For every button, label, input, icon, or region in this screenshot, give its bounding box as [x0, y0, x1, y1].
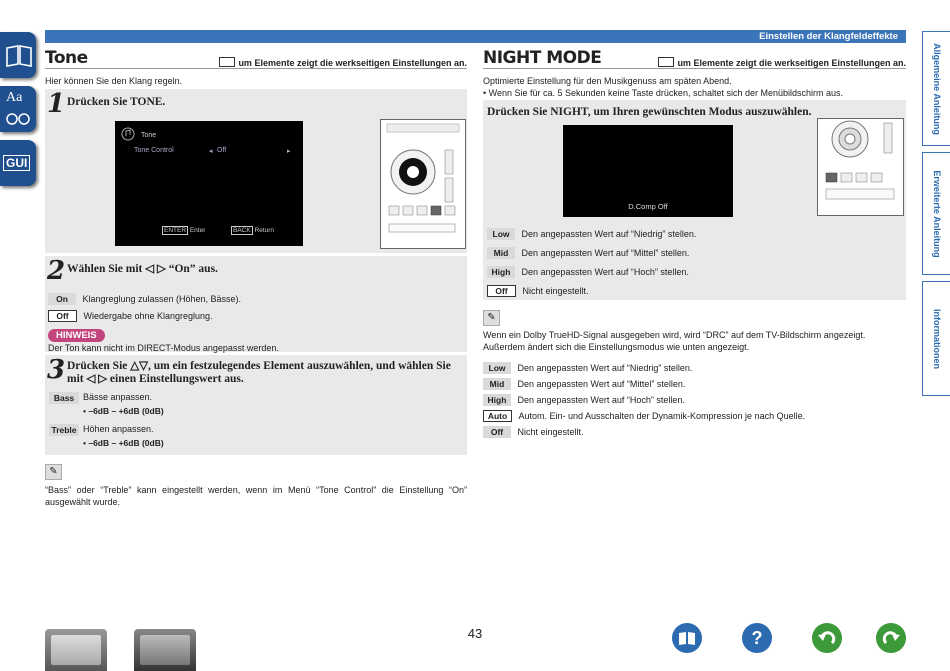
step-number: 2 [47, 256, 66, 286]
step-text: Drücken Sie △▽, um ein festzulegendes Element auszuwählen, und wählen Sie mit ◁ ▷ einen Einstellungswert aus. [67, 360, 451, 385]
night-note [483, 307, 906, 438]
tone-settings [49, 391, 459, 455]
default-marker-icon [658, 57, 674, 67]
drc-options [483, 358, 906, 438]
section-header-title: Einstellen der Klangfeldeffekte [759, 31, 898, 42]
default-marker-icon [219, 57, 235, 67]
night-note-text: Wenn ein Dolby TrueHD-Signal ausgegeben wird, wird “DRC” auf dem TV-Bildschirm angezeigt. Außerdem ändert sich die Einstellungsmodus wie unten angezeigt. [483, 330, 866, 352]
option-row [483, 358, 906, 374]
option-row [483, 374, 906, 390]
option-text: Den angepassten Wert auf “Mittel” stellen. [517, 379, 686, 389]
night-screen [563, 125, 733, 217]
option-row [487, 243, 902, 262]
screen-title: Tone [141, 132, 157, 139]
tone-step3 [45, 355, 467, 455]
night-section [483, 48, 906, 99]
tone-intro: Hier können Sie den Klang regeln. [45, 76, 183, 86]
back-key: BACK [233, 227, 251, 234]
step-text: Drücken Sie TONE. [67, 96, 166, 108]
remote-illustration [380, 119, 466, 249]
tab-allgemeine-anleitung[interactable] [922, 31, 950, 146]
device-rear-image[interactable] [134, 629, 196, 671]
option-row [483, 406, 906, 422]
screen-row-value: Off [217, 147, 227, 154]
option-text: Den angepassten Wert auf “Hoch” stellen. [517, 395, 685, 405]
setting-text: Höhen anpassen. [83, 424, 154, 434]
option-text: Den angepassten Wert auf “Niedrig” stellen. [521, 229, 697, 239]
option-text: Autom. Ein- und Ausschalten der Dynamik-Kompression je nach Quelle. [518, 411, 806, 421]
night-options [487, 224, 902, 300]
option-text: Wiedergabe ohne Klangreglung. [83, 311, 213, 321]
option-label: High [487, 266, 515, 278]
hinweis-row [48, 325, 468, 341]
tone-options [48, 289, 468, 354]
pencil-note-icon: ✎ [45, 464, 62, 480]
setting-text: Bässe anpassen. [83, 392, 153, 402]
option-label: Off [483, 426, 511, 438]
option-text: Den angepassten Wert auf “Niedrig” stellen. [517, 363, 693, 373]
option-row [48, 306, 468, 323]
option-row [48, 289, 468, 306]
option-text: Nicht eingestellt. [517, 427, 584, 437]
setting-row [49, 423, 459, 455]
option-label: On [48, 293, 76, 305]
index-icon-label: Aa [6, 90, 23, 105]
option-label: High [483, 394, 511, 406]
night-intro-bullet: • Wenn Sie für ca. 5 Sekunden keine Taste drücken, schaltet sich der Menübildschirm aus. [483, 88, 844, 98]
option-label: Off [487, 285, 516, 297]
setting-range: • –6dB – +6dB (0dB) [83, 438, 164, 448]
default-note-text: um Elemente zeigt die werkseitigen Einstellungen an. [238, 58, 467, 68]
option-label: Auto [483, 410, 512, 422]
option-text: Nicht eingestellt. [522, 286, 589, 296]
device-front-image[interactable] [45, 629, 107, 671]
option-row [487, 224, 902, 243]
tone-section [45, 48, 467, 87]
option-label: Low [483, 362, 511, 374]
tone-note-icon [121, 127, 135, 141]
tab-informationen[interactable] [922, 281, 950, 396]
option-text: Klangreglung zulassen (Höhen, Bässe). [82, 294, 242, 304]
index-icon[interactable] [0, 86, 36, 132]
step-text: Wählen Sie mit ◁ ▷ “On” aus. [67, 263, 218, 275]
enter-hint [162, 227, 205, 234]
option-row [487, 281, 902, 300]
pencil-note-icon: ✎ [483, 310, 500, 326]
enter-text: Enter [189, 227, 206, 234]
tab-label: Informationen [932, 308, 942, 369]
section-header-bar [45, 30, 906, 43]
tone-note [45, 461, 467, 508]
option-row [483, 390, 906, 406]
screen-right-arrow-icon: ▸ [287, 148, 291, 155]
setting-row [49, 391, 459, 423]
option-text: Den angepassten Wert auf “Mittel” stellen. [521, 248, 690, 258]
forward-arrow-icon[interactable] [876, 623, 906, 653]
remote-illustration [817, 118, 904, 216]
contents-book-icon[interactable] [672, 623, 702, 653]
back-text: Return [254, 227, 275, 234]
step-number: 1 [47, 89, 66, 119]
setting-range: • –6dB – +6dB (0dB) [83, 406, 164, 416]
help-icon[interactable]: ? [742, 623, 772, 653]
night-screen-text: D.Comp Off [628, 202, 668, 211]
screen-row-label: Tone Control [134, 147, 174, 154]
hinweis-text: Der Ton kann nicht im DIRECT-Modus angepasst werden. [48, 343, 279, 353]
night-intro: Optimierte Einstellung für den Musikgenuss am späten Abend. [483, 76, 732, 86]
setting-label: Bass [49, 392, 79, 404]
option-label: Mid [483, 378, 511, 390]
step-number: 3 [47, 355, 66, 385]
tone-title: Tone [45, 48, 88, 68]
back-hint [231, 227, 274, 234]
option-row [483, 422, 906, 438]
tone-note-text: “Bass” oder “Treble” kann eingestellt werden, wenn im Menü “Tone Control” die Einstellung “On” ausgewählt wurde. [45, 485, 467, 507]
setting-label: Treble [49, 424, 79, 436]
page-number: 43 [467, 626, 483, 641]
option-label: Off [48, 310, 77, 322]
back-arrow-icon[interactable] [812, 623, 842, 653]
contents-book-icon[interactable] [0, 32, 36, 78]
option-row [487, 262, 902, 281]
option-label: Mid [487, 247, 515, 259]
step-text: Drücken Sie NIGHT, um Ihren gewünschten Modus auszuwählen. [487, 106, 812, 118]
default-note [658, 53, 906, 71]
default-note-text: um Elemente zeigt die werkseitigen Einstellungen an. [677, 58, 906, 68]
tab-label: Allgemeine Anleitung [932, 42, 942, 135]
gui-icon[interactable] [0, 140, 36, 186]
enter-key: ENTER [164, 227, 187, 234]
gui-icon-label: GUI [3, 155, 30, 171]
hinweis-badge: HINWEIS [48, 329, 105, 342]
night-title: NIGHT MODE [483, 48, 602, 68]
option-label: Low [487, 228, 515, 240]
option-text: Den angepassten Wert auf “Hoch” stellen. [521, 267, 689, 277]
tab-erweiterte-anleitung[interactable] [922, 152, 950, 275]
tab-label: Erweiterte Anleitung [932, 169, 942, 258]
tone-step1 [45, 89, 467, 253]
screen-left-arrow-icon: ◂ [209, 148, 213, 155]
default-note [219, 53, 467, 71]
tone-menu-screen [115, 121, 303, 246]
